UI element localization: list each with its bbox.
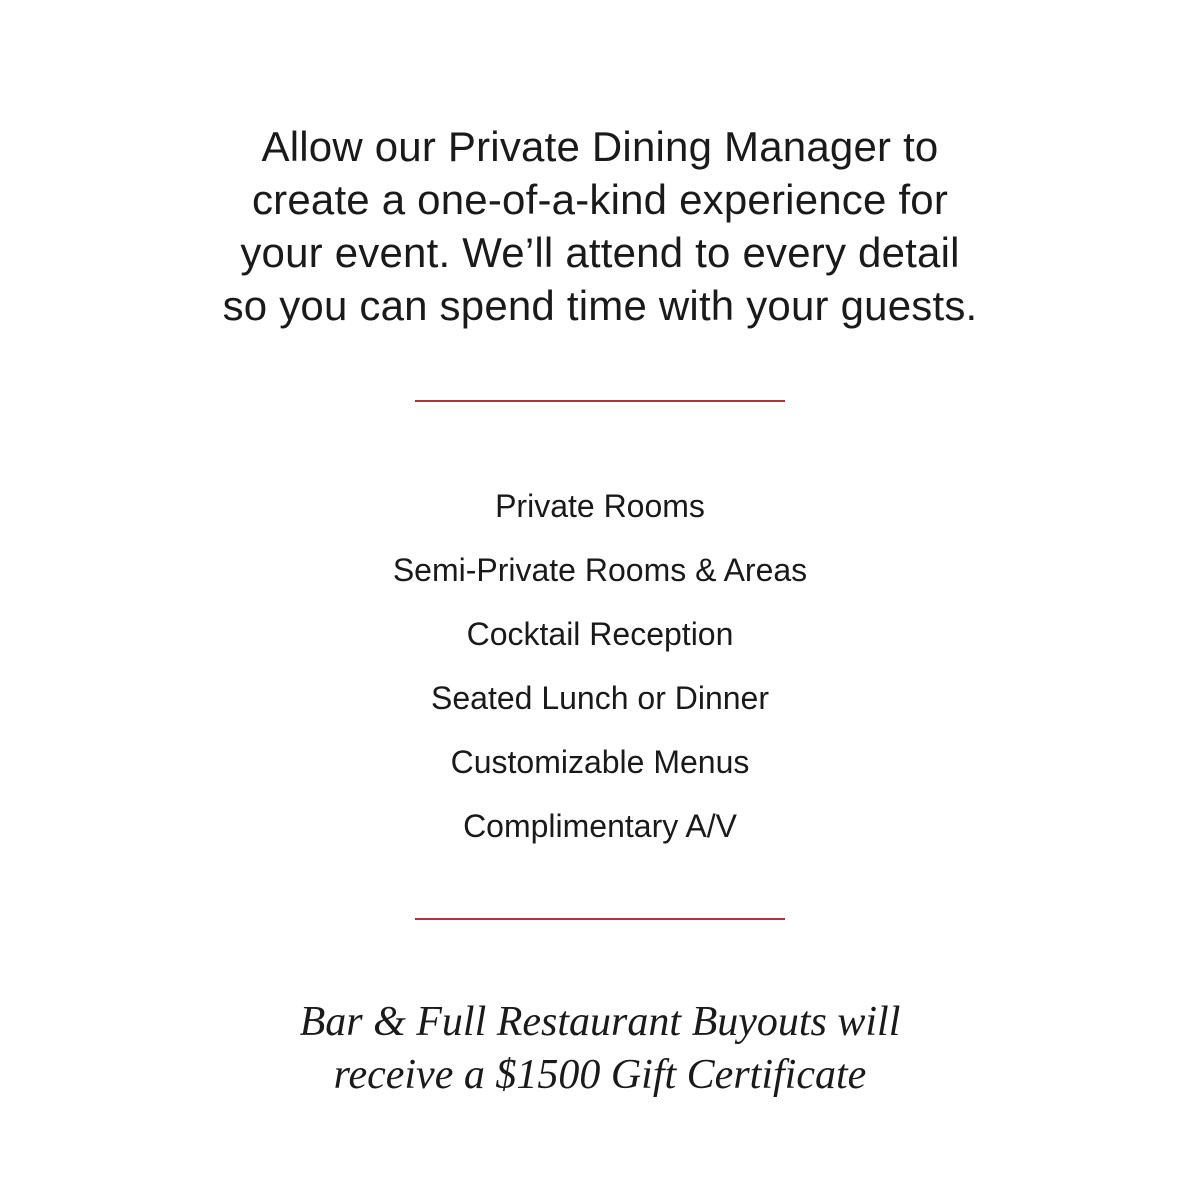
feature-item: Semi-Private Rooms & Areas: [392, 552, 808, 588]
intro-line: Allow our Private Dining Manager to: [261, 123, 939, 170]
top-divider: [415, 400, 785, 402]
feature-item: Seated Lunch or Dinner: [431, 680, 769, 716]
feature-item: Customizable Menus: [450, 744, 750, 780]
feature-item: Cocktail Reception: [466, 616, 734, 652]
feature-item: Private Rooms: [495, 488, 705, 524]
buyout-offer: [0, 996, 1200, 1102]
offer-line: receive a $1500 Gift Certificate: [333, 1052, 867, 1098]
feature-item: Complimentary A/V: [463, 808, 737, 844]
offer-line: Bar & Full Restaurant Buyouts will: [299, 999, 901, 1045]
intro-line: your event. We’ll attend to every detail: [240, 229, 960, 276]
bottom-divider: [415, 918, 785, 920]
intro-paragraph: [0, 120, 1200, 332]
features-list: [0, 484, 1200, 868]
intro-line: create a one-of-a-kind experience for: [251, 176, 949, 223]
intro-line: so you can spend time with your guests.: [222, 282, 978, 329]
